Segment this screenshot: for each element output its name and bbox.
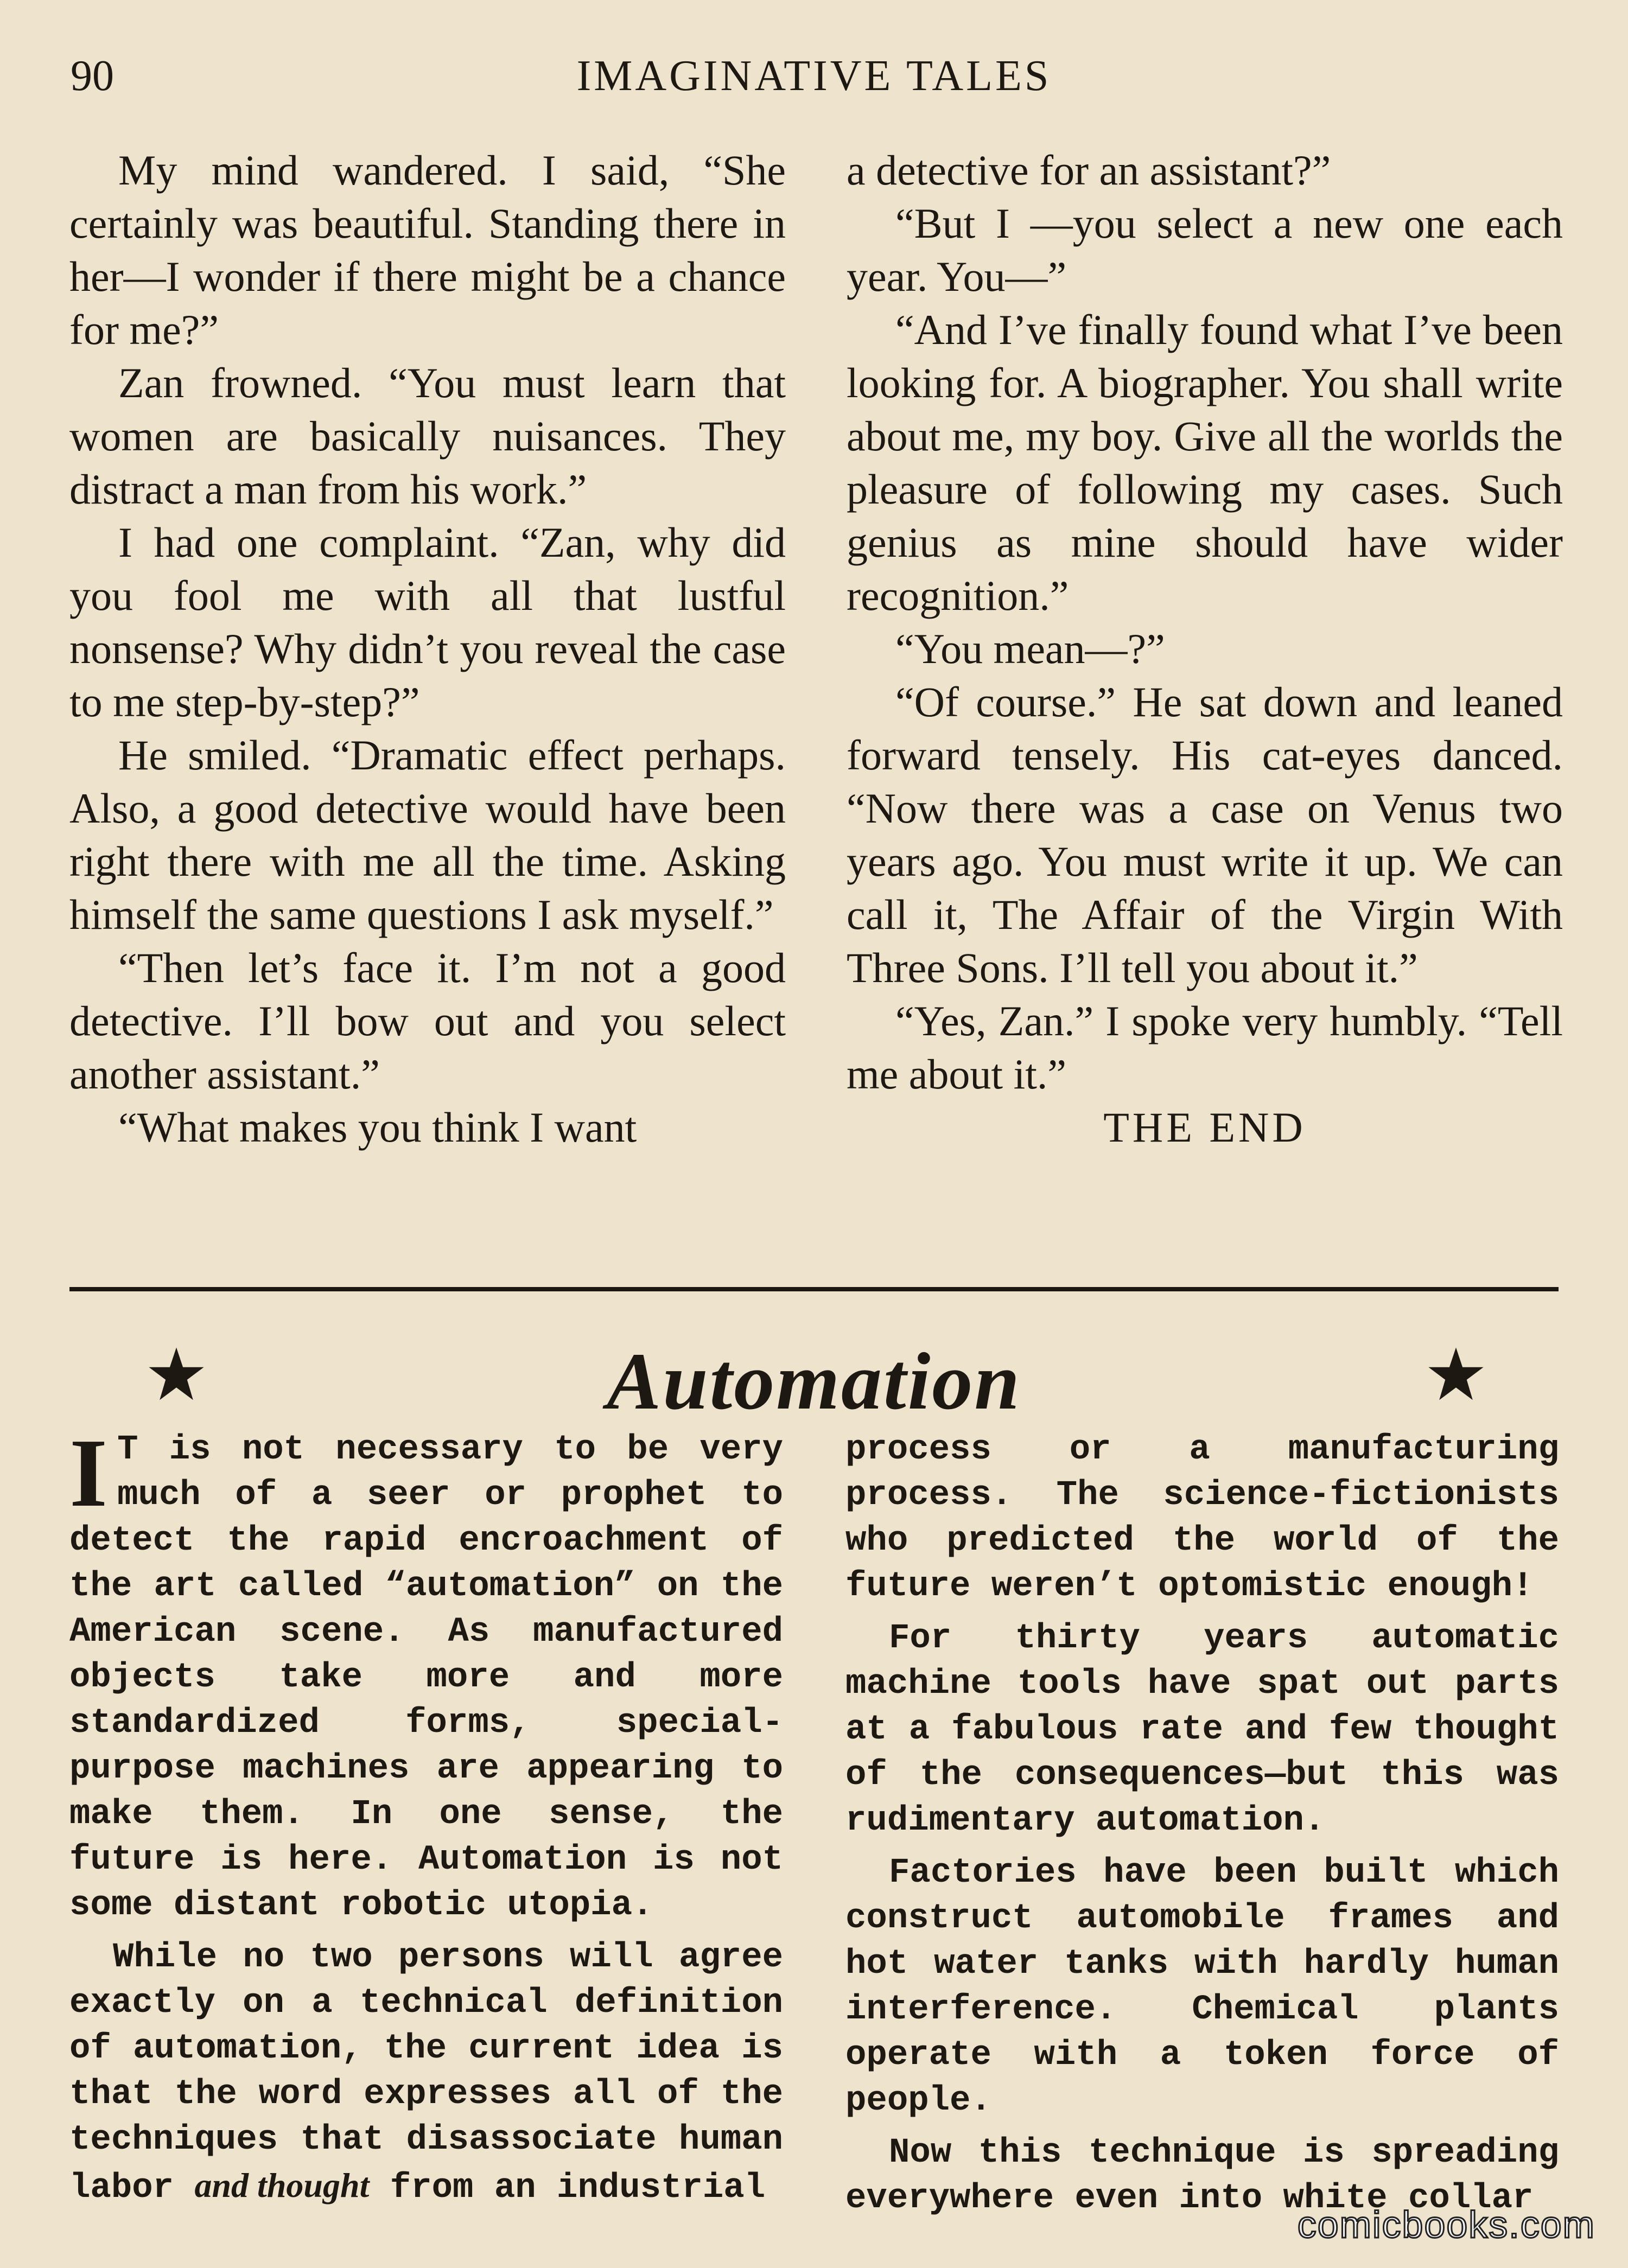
page-header	[71, 52, 1557, 111]
story-paragraph: Zan frowned. “You must learn that women are basically nuisances. They distract a man from his work.”	[69, 359, 786, 513]
article-text: While no two persons will agree exactly on a technical definition of automation, the current idea is that the word expresses all of the techniques that disassociate human labor	[69, 1938, 783, 2208]
article-text: from an industrial	[369, 2169, 766, 2208]
drop-cap: I	[69, 1419, 108, 1527]
article-emphasis: and thought	[194, 2166, 370, 2205]
story-paragraph: I had one complaint. “Zan, why did you fool me with all that lustful nonsense? Why didn’t you reveal the case to me step-by-step?”	[69, 519, 786, 725]
page-number: 90	[71, 52, 114, 100]
story-paragraph: “And I’ve finally found what I’ve been looking for. A biographer. You shall write about me, my boy. Give all the worlds the pleasure of following my cases. Such genius as mine should have wider recognition.”	[847, 306, 1563, 619]
article-paragraph: For thirty years automatic machine tools have spat out parts at a fabulous rate and few thought of the consequences—but this was rudimentary automation.	[845, 1619, 1559, 1840]
story-paragraph: He smiled. “Dramatic effect perhaps. Also, a good detective would have been right there with me all the time. Asking himself the same questions I ask myself.”	[69, 731, 786, 938]
the-end-label: THE END	[1103, 1104, 1306, 1151]
story-paragraph: “What makes you think I want	[118, 1104, 637, 1151]
article-paragraph	[69, 1419, 783, 1928]
article-paragraph	[69, 1935, 783, 2211]
story-column-right	[847, 144, 1563, 1154]
section-divider	[69, 1287, 1559, 1291]
magazine-title: IMAGINATIVE TALES	[576, 52, 1052, 100]
story-paragraph: “You mean—?”	[895, 625, 1165, 672]
story-paragraph: a detective for an assistant?”	[847, 146, 1331, 194]
article-text: T is not necessary to be very much of a seer or prophet to detect the rapid encroachment of the art called “automation” on the American scene. As manufactured objects take more and more standardized forms, special-purpose machines are appearing to make them. In one sense, the future is here. Automation is not some distant robotic utopia.	[69, 1430, 783, 1925]
star-icon	[1426, 1345, 1486, 1404]
story-paragraph: “Then let’s face it. I’m not a good detective. I’ll bow out and you select another assistant.”	[69, 944, 786, 1098]
article-column-left	[69, 1419, 783, 2218]
story-paragraph: “But I —you select a new one each year. You—”	[847, 200, 1563, 300]
story-paragraph: “Yes, Zan.” I spoke very humbly. “Tell me about it.”	[847, 997, 1563, 1098]
article-paragraph: Factories have been built which construct automobile frames and hot water tanks with hardly human interference. Chemical plants operate with a token force of people.	[845, 1853, 1559, 2120]
story-column-left	[69, 144, 786, 1154]
article-paragraph: process or a manufacturing process. The science-fictionists who predicted the world of the future weren’t optomistic enough!	[845, 1430, 1559, 1606]
article-title: Automation	[607, 1336, 1021, 1426]
story-paragraph: My mind wandered. I said, “She certainly was beautiful. Standing there in her—I wonder if there might be a chance for me?”	[69, 146, 786, 353]
article-column-right	[845, 1427, 1559, 2228]
watermark: comicbooks.com	[1297, 2203, 1595, 2246]
story-paragraph: “Of course.” He sat down and leaned forward tensely. His cat-eyes danced. “Now there was a case on Venus two years ago. You must write it up. We can call it, The Affair of the Virgin With Three Sons. I’ll tell you about it.”	[847, 678, 1563, 991]
article-paragraph: Now this technique is spreading everywhere even into white collar	[845, 2133, 1559, 2218]
